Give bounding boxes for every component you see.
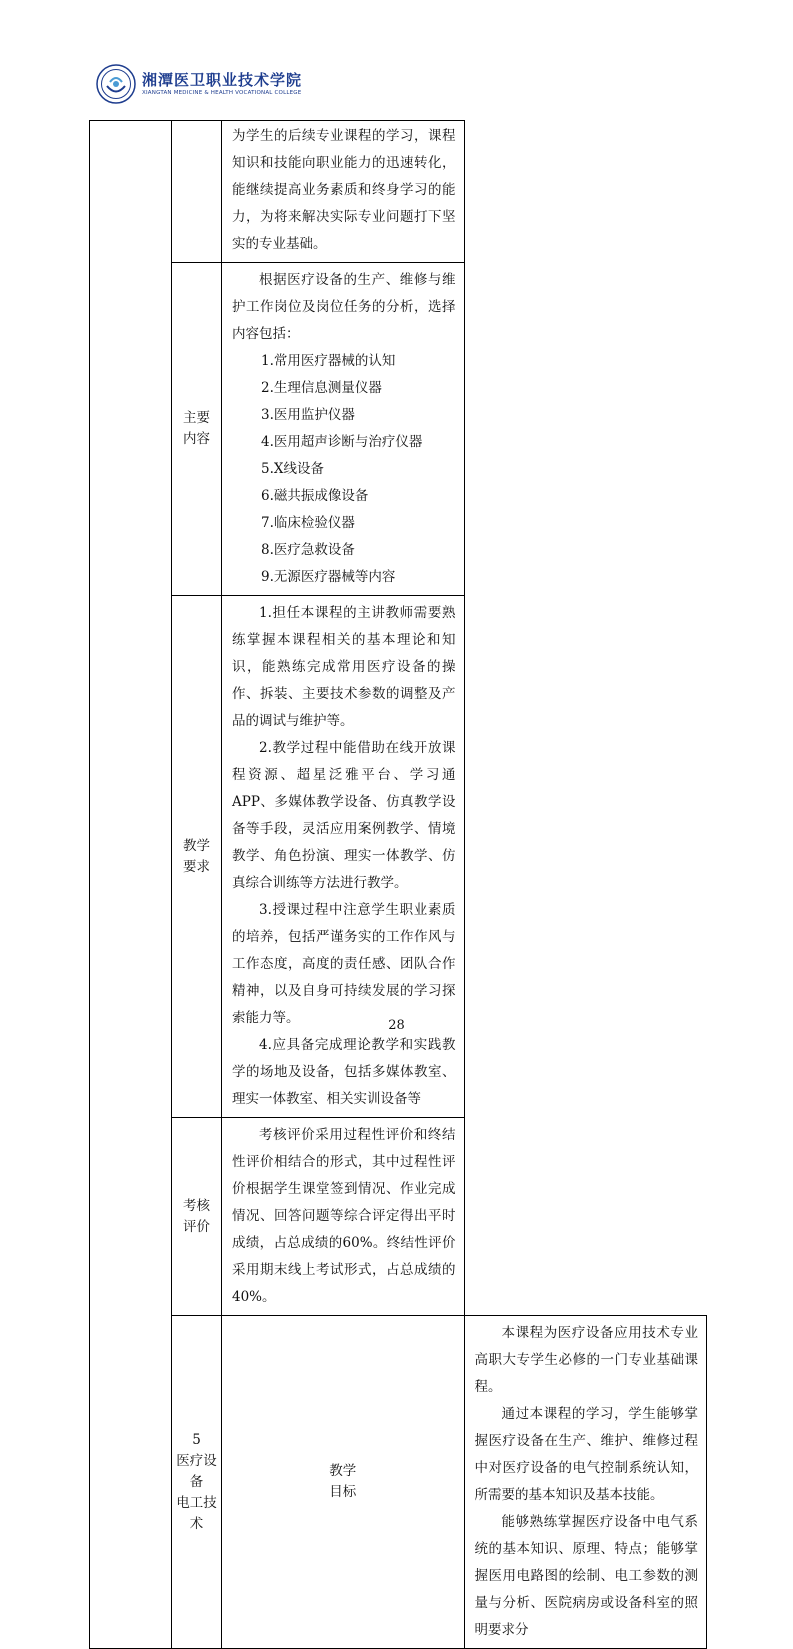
school-name — [142, 71, 302, 97]
label-teaching-requirements: 教学 要求 — [183, 837, 210, 875]
label-assessment: 考核 评价 — [183, 1197, 210, 1235]
table-row — [90, 596, 707, 1118]
row-label-teaching-goals — [222, 1316, 465, 1649]
paragraph: 3.授课过程中注意学生职业素质的培养，包括严谨务实的工作作风与工作态度，高度的责任感、团队合作精神，以及自身可持续发展的学习探索能力等。 — [232, 902, 456, 1026]
continuation-text: 为学生的后续专业课程的学习，课程知识和技能向职业能力的迅速转化，能继续提高业务素质和终身学习的能力，为将来解决实际专业问题打下坚实的专业基础。 — [232, 128, 456, 252]
list-item: 1.常用医疗器械的认知 — [261, 353, 396, 369]
row-label-assessment — [172, 1118, 222, 1316]
main-content-intro: 根据医疗设备的生产、维修与维护工作岗位及岗位任务的分析，选择内容包括： — [232, 272, 456, 342]
list-item: 5.X线设备 — [261, 461, 324, 477]
list-item: 8.医疗急救设备 — [261, 542, 355, 558]
table-row — [90, 263, 707, 596]
course-number: 5 — [192, 1431, 201, 1448]
main-content-cell — [222, 263, 465, 596]
assessment-cell — [222, 1118, 465, 1316]
list-item: 2.生理信息测量仪器 — [261, 380, 382, 396]
continuation-content-cell — [222, 121, 465, 263]
list-item: 3.医用监护仪器 — [261, 407, 355, 423]
list-item: 7.临床检验仪器 — [261, 515, 355, 531]
course-number-cell-empty — [90, 121, 172, 1649]
table-row — [90, 1316, 707, 1649]
label-main-content: 主要 内容 — [183, 410, 210, 447]
page-header — [96, 62, 302, 106]
row-label-main-content — [172, 263, 222, 596]
row-label-cell-empty — [172, 121, 222, 263]
paragraph: 通过本课程的学习，学生能够掌握医疗设备在生产、维护、维修过程中对医疗设备的电气控制系统认知，所需要的基本知识及基本技能。 — [474, 1406, 698, 1503]
school-name-en: XIANGTAN MEDICINE & HEALTH VOCATIONAL COLLEGE — [142, 90, 302, 96]
page-number: 28 — [388, 1018, 405, 1033]
list-item: 6.磁共振成像设备 — [261, 488, 369, 504]
table-row — [90, 1118, 707, 1316]
teaching-goals-cell — [464, 1316, 707, 1649]
paragraph: 本课程为医疗设备应用技术专业高职大专学生必修的一门专业基础课程。 — [474, 1325, 698, 1395]
paragraph: 1.担任本课程的主讲教师需要熟练掌握本课程相关的基本理论和知识，能熟练完成常用医疗设备的操作、拆装、主要技术参数的调整及产品的调试与维护等。 — [232, 605, 456, 729]
course-name-cell — [172, 1316, 222, 1649]
table-row — [90, 121, 707, 263]
paragraph: 考核评价采用过程性评价和终结性评价相结合的形式，其中过程性评价根据学生课堂签到情况、作业完成情况、回答问题等综合评定得出平时成绩，占总成绩的60%。终结性评价采用期末线上考试形式，占总成绩的40%。 — [232, 1127, 456, 1305]
list-item: 9.无源医疗器械等内容 — [261, 569, 396, 585]
label-teaching-goals: 教学 目标 — [329, 1463, 357, 1500]
paragraph: 能够熟练掌握医疗设备中电气系统的基本知识、原理、特点；能够掌握医用电路图的绘制、电工参数的测量与分析、医院病房或设备科室的照明要求分 — [474, 1514, 698, 1638]
college-logo-icon — [96, 64, 136, 104]
list-item: 4.医用超声诊断与治疗仪器 — [261, 434, 423, 450]
course-name: 医疗设备 电工技术 — [176, 1452, 217, 1532]
course-table — [89, 120, 707, 1649]
paragraph: 4.应具备完成理论教学和实践教学的场地及设备，包括多媒体教室、理实一体教室、相关实训设备等 — [232, 1037, 456, 1107]
school-name-cn: 湘潭医卫职业技术学院 — [142, 71, 303, 89]
teaching-requirements-cell — [222, 596, 465, 1118]
row-label-teaching-requirements — [172, 596, 222, 1118]
paragraph: 2.教学过程中能借助在线开放课程资源、超星泛雅平台、学习通APP、多媒体教学设备、仿真教学设备等手段，灵活应用案例教学、情境教学、角色扮演、理实一体教学、仿真综合训练等方法进行教学。 — [232, 740, 456, 891]
